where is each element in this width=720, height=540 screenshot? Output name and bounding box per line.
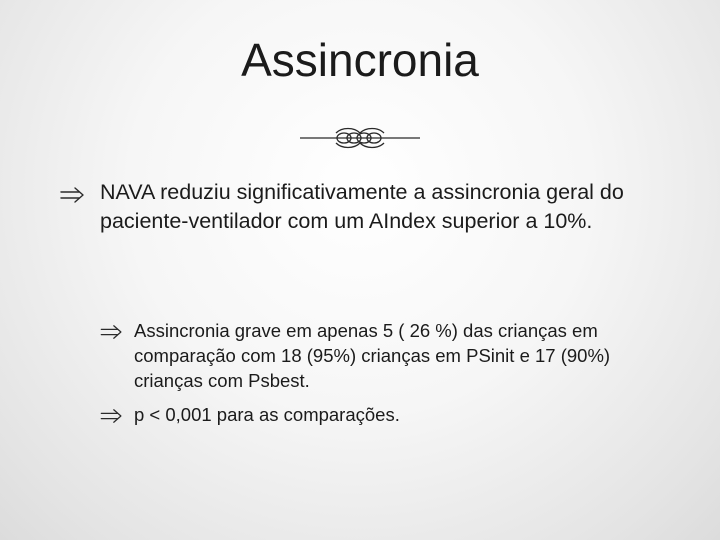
sub-bullet-text: p < 0,001 para as comparações. <box>134 404 400 425</box>
slide-title: Assincronia <box>241 34 479 86</box>
sub-bullet-text: Assincronia grave em apenas 5 ( 26 %) das crianças em comparação com 18 (95%) crianças em PSinit e 17 (90%) crianças com Psbest. <box>134 320 611 391</box>
double-line-arrow-bullet-icon <box>60 186 86 204</box>
sub-bullet-item <box>100 402 680 427</box>
double-line-arrow-bullet-icon <box>100 408 124 424</box>
sub-bullet-item <box>100 318 680 393</box>
double-line-arrow-bullet-icon <box>100 324 124 340</box>
decorative-scroll-divider-icon <box>298 124 422 152</box>
bullet-text: NAVA reduziu significativamente a assincronia geral do paciente-ventilador com um AIndex superior a 10%. <box>100 180 624 233</box>
bullet-item <box>60 178 680 236</box>
